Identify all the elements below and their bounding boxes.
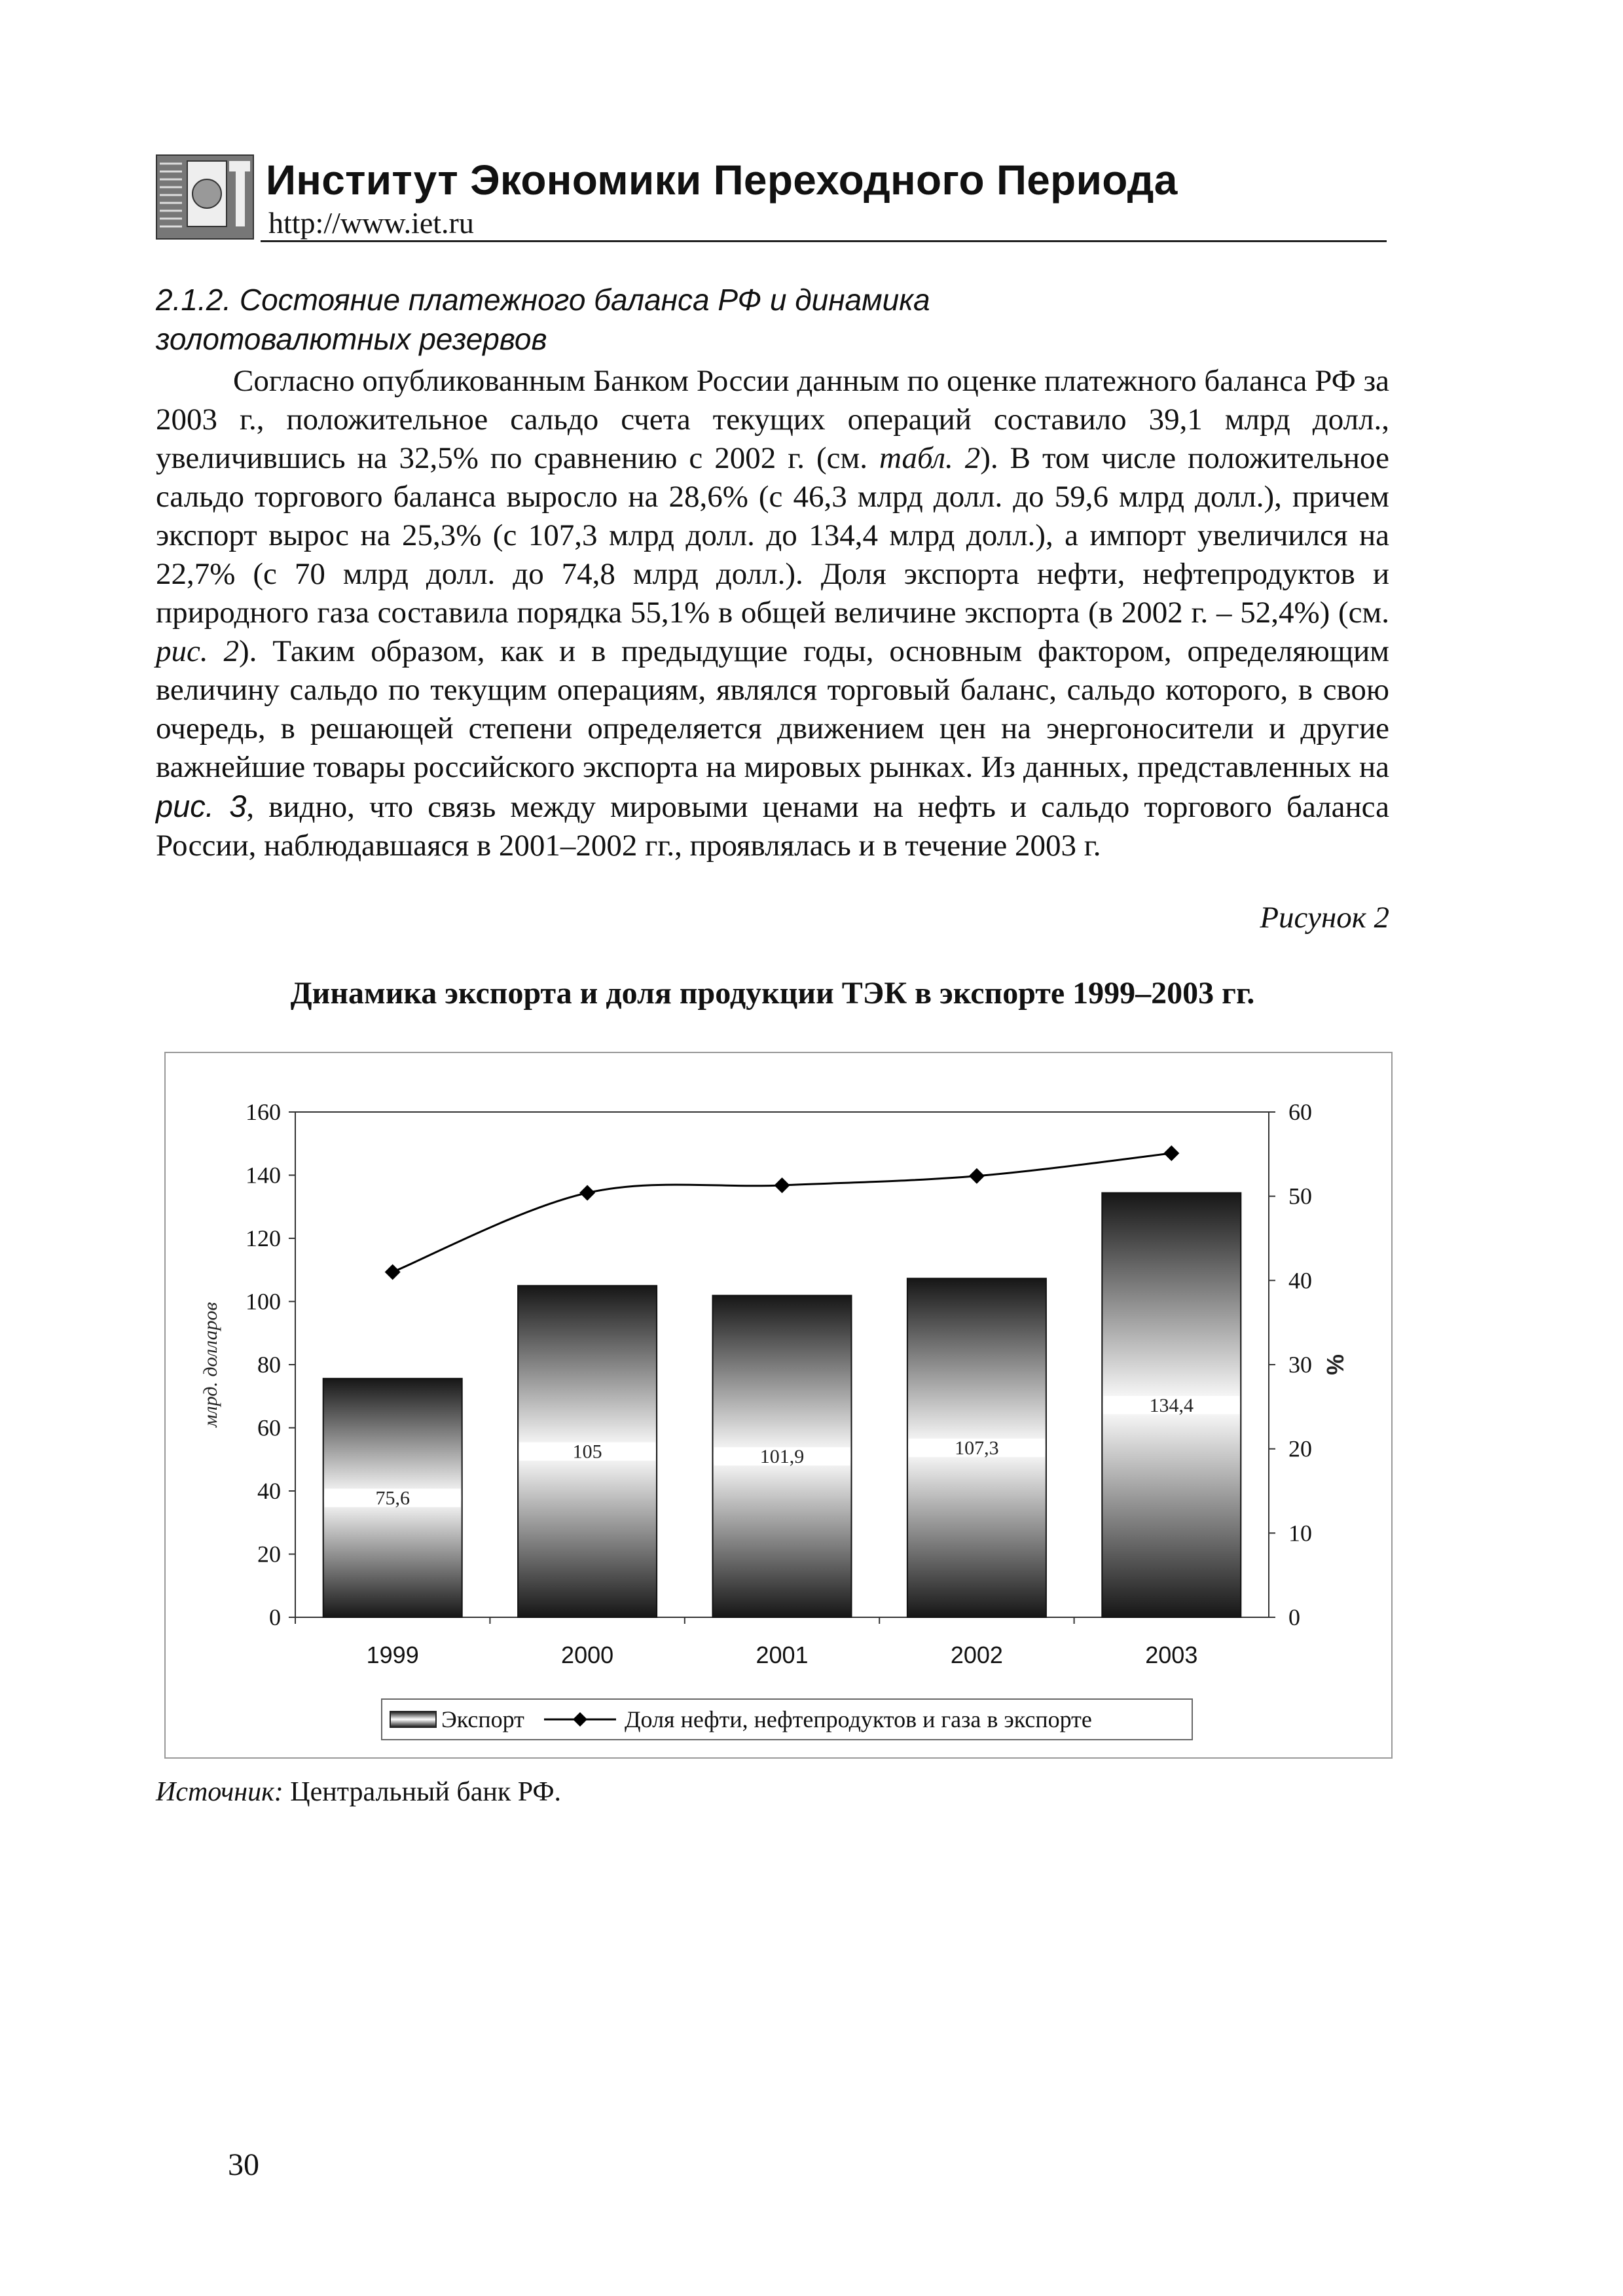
bar-value-label: 105 — [572, 1441, 602, 1463]
section-title-line-1: 2.1.2. Состояние платежного баланса РФ и динамика — [156, 283, 930, 317]
right-tick-label: 30 — [1288, 1352, 1312, 1378]
legend — [382, 1699, 1192, 1740]
bar-value-label: 75,6 — [375, 1487, 410, 1509]
right-tick-label: 10 — [1288, 1520, 1312, 1547]
left-tick-label: 40 — [257, 1478, 281, 1504]
iet-logo-icon — [156, 154, 254, 240]
left-tick-label: 120 — [246, 1225, 281, 1251]
page-number: 30 — [228, 2147, 259, 2182]
left-tick-label: 60 — [257, 1414, 281, 1441]
figure-3-reference: рис. 3 — [156, 789, 247, 823]
left-axis-title: млрд. долларов — [200, 1302, 221, 1427]
figure-title: Динамика экспорта и доля продукции ТЭК в экспорте 1999–2003 гг. — [290, 976, 1255, 1011]
source-note — [156, 1776, 561, 1808]
institute-url[interactable]: http://www.iet.ru — [268, 206, 474, 240]
left-tick-label: 80 — [257, 1352, 281, 1378]
right-tick-label: 20 — [1288, 1435, 1312, 1462]
legend-export-label: Экспорт — [441, 1706, 524, 1732]
x-tick-label: 2000 — [561, 1641, 614, 1668]
body-text-part-2: ). В том числе положительное сальдо торгового баланса выросло на 28,6% (с 46,3 млрд долл. до 59,6 млрд долл.), причем экспорт вырос на 25,3% (с 107,3 млрд долл. до 134,4 млрд долл.), а импорт увеличился на 22,7% (с 70 млрд долл. до 74,8 млрд долл.). Доля экспорта нефти, нефтепродуктов и природного газа составила порядка 55,1% в общей величине экспорта (в 2002 г. – 52,4%) (см. — [156, 441, 1389, 630]
bar-value-label: 107,3 — [955, 1437, 999, 1460]
body-text-part-3: ). Таким образом, как и в предыдущие годы, основным фактором, определяющим величину сальдо по текущим операциям, являлся торговый баланс, сальдо которого, в свою очередь, в решающей степени определяется движением цен на энергоносители и другие важнейшие товары российского экспорта на мировых рынках. Из данных, представленных на — [156, 634, 1389, 784]
legend-bar-swatch — [390, 1712, 436, 1727]
x-tick-label: 2002 — [950, 1641, 1003, 1668]
right-axis-title: % — [1322, 1354, 1349, 1376]
figure-2-reference: рис. 2 — [156, 634, 239, 668]
body-text-part-4: , видно, что связь между мировыми ценами на нефть и сальдо торгового баланса России, наблюдавшаяся в 2001–2002 гг., проявлялась и в течение 2003 г. — [156, 790, 1389, 863]
x-tick-label: 2001 — [756, 1641, 809, 1668]
left-tick-label: 0 — [269, 1604, 281, 1630]
table-2-reference: табл. 2 — [879, 441, 981, 475]
right-tick-label: 0 — [1288, 1604, 1300, 1630]
bar-value-label: 134,4 — [1149, 1394, 1194, 1416]
figure-label: Рисунок 2 — [1260, 901, 1389, 935]
x-tick-label: 2003 — [1145, 1641, 1198, 1668]
header-rule — [261, 240, 1387, 242]
legend-share-label: Доля нефти, нефтепродуктов и газа в экспорте — [625, 1706, 1092, 1732]
bar-value-label: 101,9 — [759, 1446, 805, 1468]
right-tick-label: 40 — [1288, 1267, 1312, 1294]
left-tick-label: 20 — [257, 1541, 281, 1568]
left-tick-label: 100 — [246, 1288, 281, 1315]
x-tick-label: 1999 — [366, 1641, 419, 1668]
body-text-part-1: Согласно опубликованным Банком России данным по оценке платежного баланса РФ за 2003 г., положительное сальдо счета текущих операций составило 39,1 млрд долл., увеличившись на 32,5% по сравнению с 2002 г. (см. — [156, 364, 1389, 475]
right-tick-label: 50 — [1288, 1183, 1312, 1210]
export-chart — [164, 1052, 1393, 1759]
right-tick-label: 60 — [1288, 1099, 1312, 1125]
left-tick-label: 160 — [246, 1099, 281, 1125]
page-header — [156, 152, 1387, 243]
body-paragraph — [156, 362, 1389, 865]
left-tick-label: 140 — [246, 1162, 281, 1189]
source-label: Источник: — [156, 1777, 283, 1807]
section-title — [156, 280, 1138, 359]
source-text: Центральный банк РФ. — [283, 1777, 562, 1807]
section-title-line-2: золотовалютных резервов — [156, 322, 547, 356]
institute-name: Институт Экономики Переходного Периода — [266, 156, 1178, 204]
